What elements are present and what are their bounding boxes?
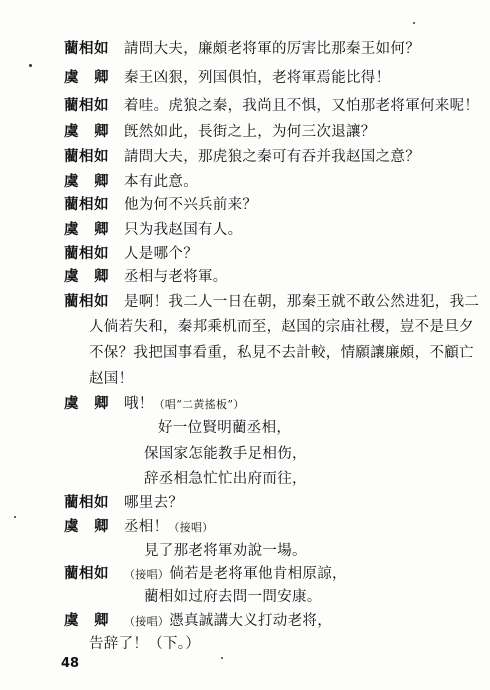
scan-speck <box>14 516 16 518</box>
stage-direction: （接唱） <box>124 615 170 628</box>
dialogue-text <box>124 565 347 584</box>
verse-line: 告辞了！（下。） <box>89 636 201 652</box>
dialogue-word: 丞相！ <box>124 519 169 535</box>
dialogue-text <box>124 395 245 414</box>
scan-speck <box>413 22 415 24</box>
scan-speck <box>221 657 223 659</box>
speaker-label: 藺相如 <box>64 196 109 213</box>
dialogue-continuation: 赵国！ <box>89 371 134 387</box>
speaker-label: 藺相如 <box>64 245 109 262</box>
speaker-label: 虞 卿 <box>64 221 109 238</box>
speaker-label: 藺相如 <box>64 494 109 511</box>
speaker-label: 虞 卿 <box>64 69 109 86</box>
verse-line: 倘若是老将軍他肯相原諒， <box>169 566 347 582</box>
dialogue-text: 丞相与老将軍。 <box>124 269 228 285</box>
dialogue-text: 人是哪个？ <box>124 246 198 262</box>
page-number: 48 <box>61 656 80 671</box>
dialogue-text: 哪里去？ <box>124 495 184 511</box>
speaker-label: 虞 卿 <box>64 123 109 140</box>
speaker-label: 藺相如 <box>64 97 109 114</box>
scan-speck <box>29 64 32 67</box>
speaker-label: 藺相如 <box>64 293 109 310</box>
verse-line: 見了那老将軍劝說一場。 <box>144 543 307 559</box>
dialogue-text: 請問大夫，廉頗老将軍的厉害比那秦王如何？ <box>124 41 420 57</box>
stage-direction: （接唱） <box>168 521 214 534</box>
stage-direction: （接唱） <box>124 568 170 581</box>
dialogue-continuation: 不保？我把国事看重，私見不去計較，情願讓廉頗，不顧亡 <box>89 345 474 361</box>
dialogue-text: 請問大夫，那虎狼之秦可有吞并我赵国之意？ <box>124 149 420 165</box>
speaker-label: 藺相如 <box>64 565 109 582</box>
dialogue-text: 着哇。虎狼之秦，我尚且不惧，又怕那老将軍何来呢！ <box>124 98 480 114</box>
speaker-label: 藺相如 <box>64 40 109 57</box>
speaker-label: 虞 卿 <box>64 518 109 535</box>
dialogue-text <box>124 612 332 631</box>
dialogue-word: 哦！ <box>124 396 154 412</box>
speaker-label: 虞 卿 <box>64 612 109 629</box>
dialogue-text: 秦王凶狠，列国俱怕，老将軍焉能比得！ <box>124 70 391 86</box>
stage-direction: （唱“二黄搖板”） <box>153 398 245 411</box>
dialogue-text: 本有此意。 <box>124 174 198 190</box>
dialogue-text <box>124 518 214 537</box>
dialogue-continuation: 人倘若失和，秦邦乘机而至，赵国的宗庙社稷，豈不是旦夕 <box>89 319 474 335</box>
dialogue-text: 他为何不兴兵前来？ <box>124 197 258 213</box>
dialogue-text: 旣然如此，長街之上，为何三次退讓？ <box>124 124 376 140</box>
verse-line: 保国家怎能教手足相伤， <box>144 446 307 462</box>
speaker-label: 虞 卿 <box>64 173 109 190</box>
verse-line: 辞丞相急忙忙出府而往， <box>144 471 307 487</box>
verse-line: 好一位賢明藺丞相， <box>158 420 292 436</box>
dialogue-text: 只为我赵国有人。 <box>124 222 243 238</box>
speaker-label: 藺相如 <box>64 148 109 165</box>
dialogue-text: 是啊！我二人一日在朝，那秦王就不敢公然进犯，我二 <box>124 294 480 310</box>
verse-line: 憑真誠講大义打动老将， <box>169 613 333 629</box>
verse-line: 藺相如过府去問一問安康。 <box>144 589 322 605</box>
speaker-label: 虞 卿 <box>64 268 109 285</box>
speaker-label: 虞 卿 <box>64 395 109 412</box>
